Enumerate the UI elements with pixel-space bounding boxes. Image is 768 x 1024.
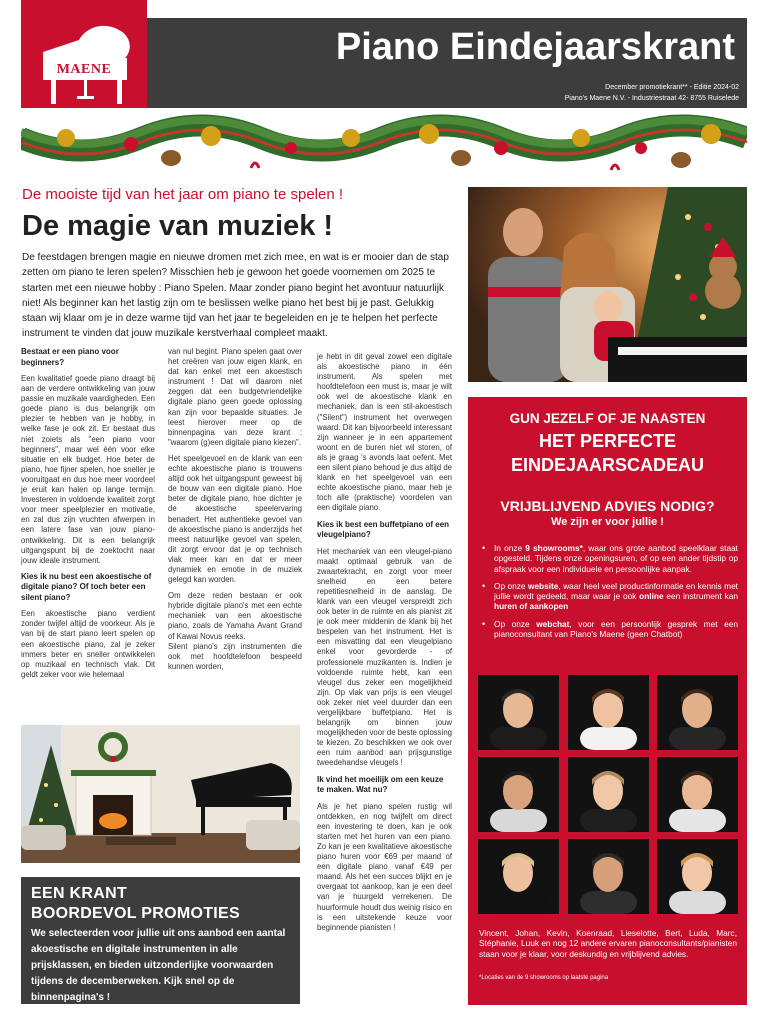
- paragraph: Een akoestische piano verdient zonder twijfel altijd de voorkeur. Als je van bij de start piano leert spelen op een akoestische piano, zal je zeker immers beter en sneller ontwikkelen op muzikaal en technisch vlak. Dit geldt zeker voor wie helemaal: [21, 609, 155, 679]
- question-heading: Bestaat er een piano voor beginners?: [21, 347, 119, 367]
- paragraph: Het mechaniek van een vleugel-piano maakt optimaal gebruik van de zwaartekracht, en zorgt voor meer snelheid en een betere repetitiesnelheid in de aanslag. De klank van een vleugel verspreidt zich ook beter in de ruimte en als pianist zit je ook meer middenin de klank bij het bespelen van het instrument. Het is een misvatting dat een vleugelpiano enkel voor gevorderde - of professionele muzikanten is. Indien je voldoende ruimte hebt, kan een vleugel dus zeker een mogelijkheid zijn. Op vlak van prijs is een vleugel ook zeker niet veel duurder dan een vergelijkbare buffetpiano. Het is belangrijk om binnen jouw mogelijkheden voor de beste oplossing te kiezen. Zo beschikken we ook over een ruim aanbod aan prijsgunstige tweedehandse vleugels !: [317, 546, 452, 768]
- question-heading: Kies ik best een buffetpiano of een vleugelpiano?: [317, 519, 450, 539]
- promo-title: BOORDEVOL PROMOTIES: [31, 905, 240, 922]
- main-heading: De magie van muziek !: [22, 210, 334, 242]
- advice-subheading: We zijn er voor jullie !: [551, 516, 664, 528]
- team-member-portrait: [657, 675, 738, 750]
- paragraph: Om deze reden bestaan er ook hybride digitale piano's met een echte mechaniek van een akoestische piano, zoals de Yamaha Avant Grand of Kawai Novus reeks.: [168, 591, 302, 641]
- edition-line: December promotiekrant** - Editie 2024-02: [605, 84, 739, 91]
- masthead-bar: [147, 18, 747, 109]
- intro-paragraph: De feestdagen brengen magie en nieuwe dromen met zich mee, en wat is er mooier dan de stap zetten om piano te leren spelen? Misschien heb je gewoon het goede voornemen om 2025 te starten met een nieuwe hobby : Piano Spelen. Maar zonder piano begint het avontuur natuurlijk niet! Als beginner kan het lastig zijn om te beslissen welke piano het best bij je past. Gelukkig staan wij klaar om je in deze warme tijd van het jaar te begeleiden en je te helpen het perfecte instrument te vinden dat jouw muzikale kerstverhaal compleet maakt.: [22, 252, 449, 340]
- sidebar-heading: GUN JEZELF OF JE NAASTEN: [509, 411, 706, 426]
- christmas-garland-banner: [21, 108, 747, 185]
- gift-advice-sidebar: [468, 397, 747, 1005]
- family-at-piano-photo: [468, 187, 747, 382]
- webchat-link: webchat: [536, 618, 570, 629]
- living-room-piano-photo: [21, 725, 300, 863]
- list-item: • Op onze webchat, voor een persoonlijk gesprek met een pianoconsultant van Piano's Maene (geen Chatbot): [482, 619, 738, 640]
- article-column-1: [21, 347, 155, 686]
- team-member-portrait: [478, 675, 559, 750]
- list-item: • In onze 9 showrooms*, waar ons grote aanbod speelklaar staat opgesteld. Tijdens onze openingsuren, of op een ander tijdstip op afspraak voor een individuele en persoonlijke aanpak.: [482, 543, 738, 574]
- team-member-portrait: [657, 839, 738, 914]
- brand-name: MAENE: [56, 62, 112, 77]
- promotions-box: [21, 877, 300, 1004]
- advice-heading: VRIJBLIJVEND ADVIES NODIG?: [500, 498, 715, 514]
- team-member-portrait: [657, 757, 738, 832]
- tagline: De mooiste tijd van het jaar om piano te spelen !: [22, 186, 344, 203]
- article-column-2: [168, 347, 302, 678]
- question-heading: Ik vind het moeilijk om een keuze te maken. Wat nu?: [317, 774, 444, 795]
- team-member-portrait: [568, 757, 649, 832]
- team-names: Vincent, Johan, Kevin, Koenraad, Lieselotte, Bert, Luda, Marc, Stéphanie, Luuk en nog 12 andere ervaren pianoconsultants/pianisten staan voor je klaar, voor deskundig en vrijblijvend advies.: [479, 928, 737, 959]
- paragraph: Als je het piano spelen rustig wil ontdekken, en nog twijfelt om direct een investering te doen, kan je ook starten met het huren van een piano. Zo kan je een kwalitatieve akoestische piano huren voor €69 per maand of een digitale piano vanaf €49 per maand. Als het een succes blijkt en je overgaat tot aankoop, kan je een deel van je huurgeld verrekenen. De huurformule houdt dus weinig risico en is een uitstekende keuze voor beginnende pianisten !: [317, 801, 452, 932]
- paragraph: van nul begint. Piano spelen gaat over het creëren van jouw eigen klank, en dat kan enkel met een akoestisch instrument ! Dat wil daarom niet zeggen dat een budgetvriendelijke digitale piano geen goede oplossing kan zijn voor bepaalde situaties. Je leest hierover meer op de binnenpagina van deze krant : "waarom (g)een digitale piano kiezen".: [168, 347, 302, 447]
- paragraph: Silent piano's zijn instrumenten die ook met hoofdtelefoon bespeeld kunnen worden,: [168, 641, 302, 671]
- paragraph: je hebt in dit geval zowel een digitale als akoestische piano in één instrument. Als spelen met hoofdtelefoon een must is, maar je wilt ook wel de akoestische klank en mechaniek, dan is een stil-akoestisch ("Silent") instrument het overwegen waard. Dit kan bijvoorbeeld interessant zijn wanneer je in een appartement woont en de buren niet wil storen, of als je graag 's avonds laat oefent. Met een silent piano behoud je dus altijd de klank en het speelgevoel van een echte akoestische piano, maar heb je toch alle (praktische) voordelen van een digitale piano.: [317, 352, 452, 513]
- showroom-footnote: *Locaties van de 9 showrooms op laatste pagina: [479, 975, 609, 981]
- team-member-portrait: [568, 839, 649, 914]
- paragraph: Het speelgevoel en de klank van een echte akoestische piano is trouwens altijd ook het uitgangspunt geweest bij de bouw van een digitale piano. Hoe beter de digitale piano, hoe dichter je de akoestische speelervaring benadert. Het authentieke gevoel van de akoestische piano is anderzijds het meest natuurlijke gevoel van spelen, dit zorgt ervoor dat je op technisch vlak meer kan en dat er meer dynamiek en emotie in de muziek gelegd kan worden.: [168, 453, 302, 585]
- page-title: Piano Eindejaarskrant: [335, 26, 735, 68]
- team-photo-grid: [478, 675, 738, 917]
- sidebar-heading: EINDEJAARSCADEAU: [510, 455, 705, 475]
- team-member-portrait: [478, 839, 559, 914]
- contact-options-list: [482, 543, 738, 646]
- showrooms-link: 9 showrooms*: [525, 543, 583, 553]
- address-line: Piano's Maene N.V. - Industriestraat 42- 8755 Ruiselede: [564, 95, 739, 102]
- paragraph: Een kwalitatief goede piano draagt bij aan de verdere ontwikkeling van jouw passie en muzikale vaardigheden. Een goede piano is dus belangrijk om plezier te hebben van je hobby, in welke fase je ook zit. Er bestaat dus niet zoiets als "een piano voor beginners", maar wel één voor elke situatie en elk budget. Hoe beter de piano, hoe fijner spelen, hoe sneller je vooruitgaat en dus hoe meer voordeel je eruit kan halen op lange termijn. Investeren in voldoende kwaliteit zorgt voor meer speelplezier en motivatie, en zal dus zijn vruchten afwerpen in een latere fase van jouw piano-ontwikkeling. Dit is een belangrijk uitgangspunt bij de zoektocht naar jouw ideale instrument.: [21, 374, 155, 565]
- team-member-portrait: [478, 757, 559, 832]
- website-link: website: [527, 580, 559, 591]
- list-item: • Op onze website, waar heel veel productinformatie en kennis met jullie wordt gedeeld, maar waar je ook online een instrument kan huren of aankopen: [482, 581, 738, 612]
- team-member-portrait: [568, 675, 649, 750]
- sidebar-heading: HET PERFECTE: [538, 431, 676, 451]
- promo-body: We selecteerden voor jullie uit ons aanbod een aantal akoestische en digitale instrumenten in alle prijsklassen, en bieden uitzonderlijke voorwaarden tijdens de decemberweken. Kijk snel op de binnenpagina's !: [31, 928, 286, 1003]
- article-column-3: [317, 352, 452, 939]
- question-heading: Kies ik nu best een akoestische of digitale piano? Of toch beter een silent piano?: [21, 571, 152, 602]
- promo-title: EEN KRANT: [31, 885, 128, 902]
